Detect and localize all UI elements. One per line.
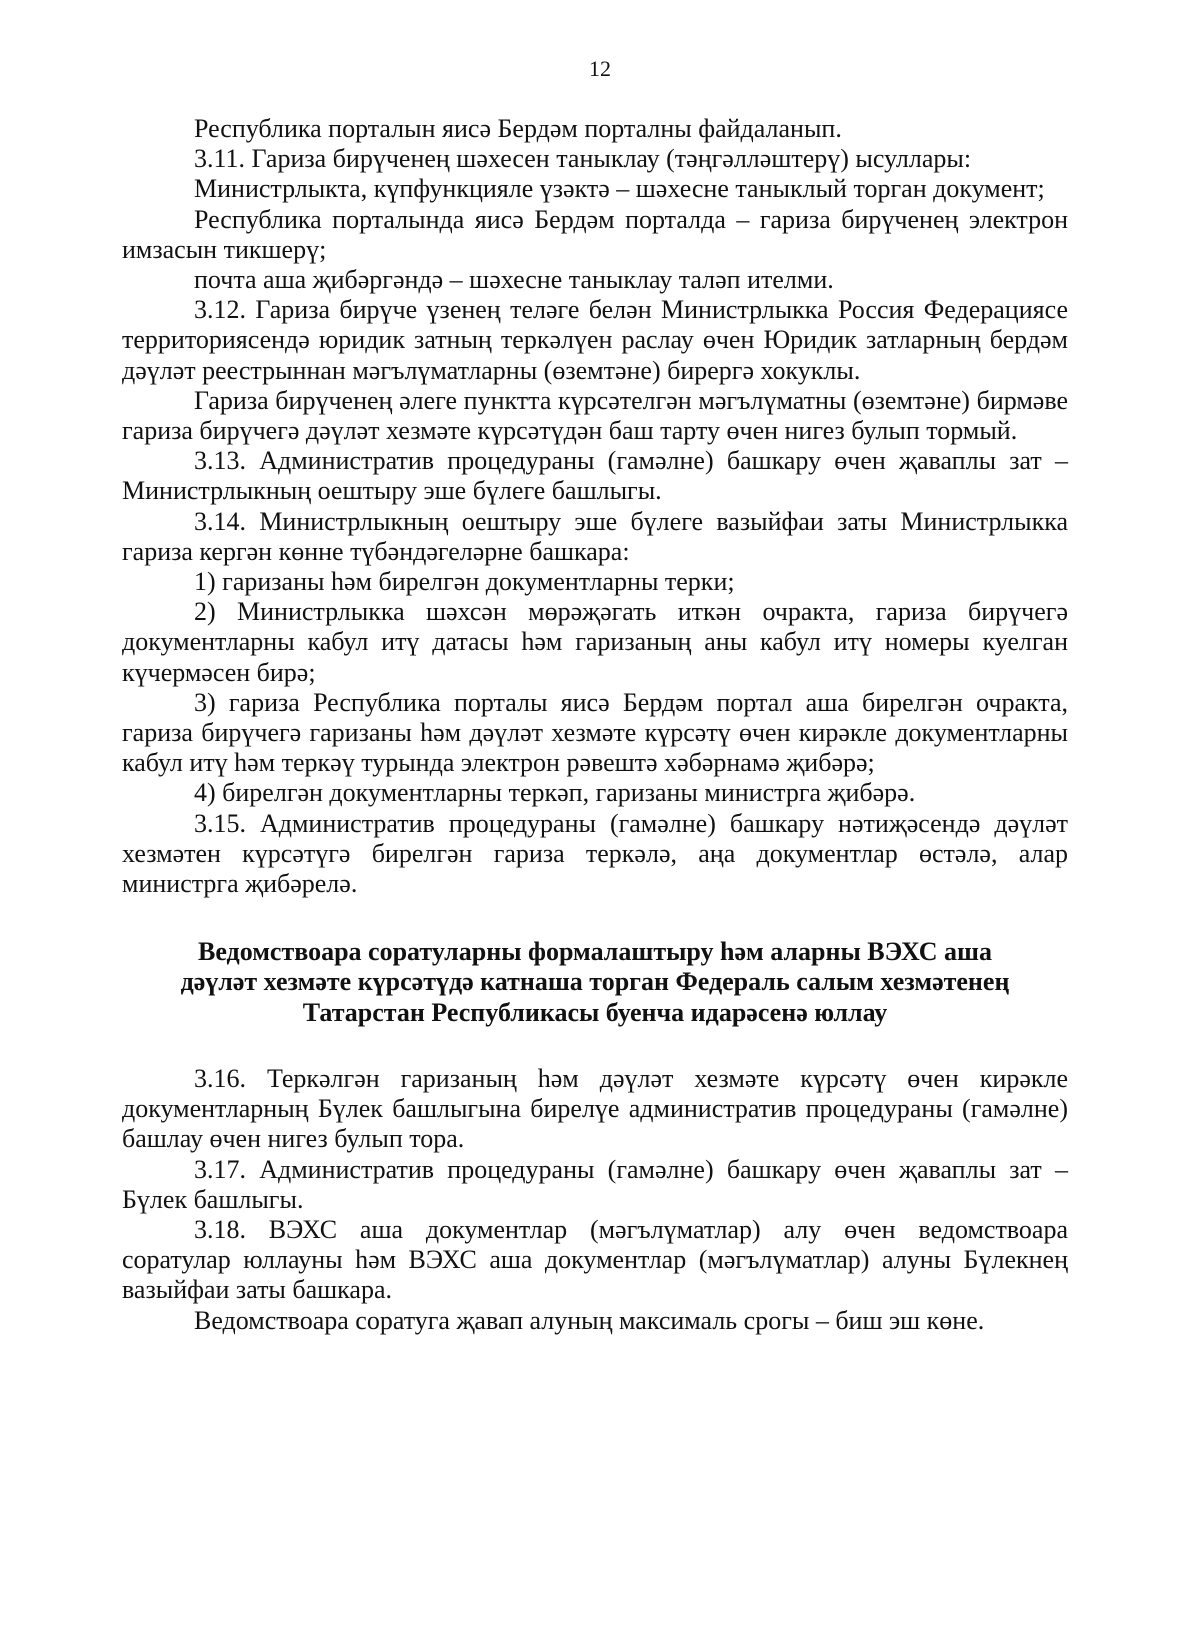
heading-line: Татарстан Республикасы буенча идарәсенә юллау [302,997,888,1027]
paragraph: 3.14. Министрлыкның оештыру эше бүлеге вазыйфаи заты Министрлыкка гариза кергән көнне түбәндәгеләрне башкара: [122,506,1068,566]
paragraph: Республика порталында яисә Бердәм порталда – гариза бирүченең электрон имзасын тикшерү; [122,204,1068,264]
document-body [122,114,1068,1336]
paragraph: почта аша җибәргәндә – шәхесне таныклау таләп ителми. [194,265,834,295]
page-number: 12 [589,56,611,81]
paragraph: 3.13. Административ процедураны (гамәлне) башкару өчен җаваплы зат – Министрлыкның оештыру эше бүлеге башлыгы. [122,446,1068,506]
paragraph: 3.15. Административ процедураны (гамәлне) башкару нәтиҗәсендә дәүләт хезмәтен күрсәтүгә бирелгән гариза теркәлә, аңа документлар өстәлә, алар министрга җибәрелә. [122,808,1068,899]
section-heading [122,937,1068,1028]
list-item: 1) гаризаны һәм бирелгән документларны терки; [194,567,735,597]
paragraph: 3.16. Теркәлгән гаризаның һәм дәүләт хезмәте күрсәтү өчен кирәкле документларның Бүлек башлыгына бирелүе административ процедураны (гамәлне) башлау өчен нигез булып тора. [122,1063,1068,1154]
paragraph: 3.17. Административ процедураны (гамәлне) башкару өчен җаваплы зат – Бүлек башлыгы. [122,1154,1068,1214]
list-item: 3) гариза Республика порталы яисә Бердәм портал аша бирелгән очракта, гариза бирүчегә гаризаны һәм дәүләт хезмәте күрсәтү өчен кирәкле документларны кабул итү һәм теркәү турында электрон рәвештә хәбәрнамә җибәрә; [122,687,1068,778]
paragraph: Министрлыкта, күпфункцияле үзәктә – шәхесне таныклый торган документ; [194,174,1045,204]
paragraph: 3.18. ВЭХС аша документлар (мәгълүматлар) алу өчен ведомствоара соратулар юллауны һәм ВЭХС аша документлар (мәгълүматлар) алуны Бүлекнең вазыйфаи заты башкара. [122,1214,1068,1305]
paragraph: Республика порталын яисә Бердәм порталны файдаланып. [194,114,842,143]
paragraph: 3.12. Гариза бирүче үзенең теләге белән Министрлыкка Россия Федерациясе территориясендә юридик затның теркәлүен раслау өчен Юридик затларның бердәм дәүләт реестрыннан мәгълүматларны (өземтәне) бирергә хокуклы. [122,295,1068,385]
list-item: 2) Министрлыкка шәхсән мөрәҗәгать иткән очракта, гариза бирүчегә документларны кабул итү датасы һәм гаризаның аны кабул итү номеры куелган күчермәсен бирә; [122,597,1068,687]
list-item: 4) бирелгән документларны теркәп, гаризаны министрга җибәрә. [194,778,916,808]
heading-line: Ведомствоара соратуларны формалаштыру һәм аларны ВЭХС аша [198,937,992,967]
paragraph: Ведомствоара соратуга җавап алуның максималь срогы – биш эш көне. [194,1305,985,1335]
heading-line: дәүләт хезмәте күрсәтүдә катнаша торган Федераль салым хезмәтенең [180,967,1010,997]
paragraph: Гариза бирүченең әлеге пунктта күрсәтелгән мәгълүматны (өземтәне) бирмәве гариза бирүчегә дәүләт хезмәте күрсәтүдән баш тарту өчен нигез булып тормый. [122,385,1068,446]
paragraph: 3.11. Гариза бирүченең шәхесен таныклау (тәңгәлләштерү) ысуллары: [194,144,972,174]
